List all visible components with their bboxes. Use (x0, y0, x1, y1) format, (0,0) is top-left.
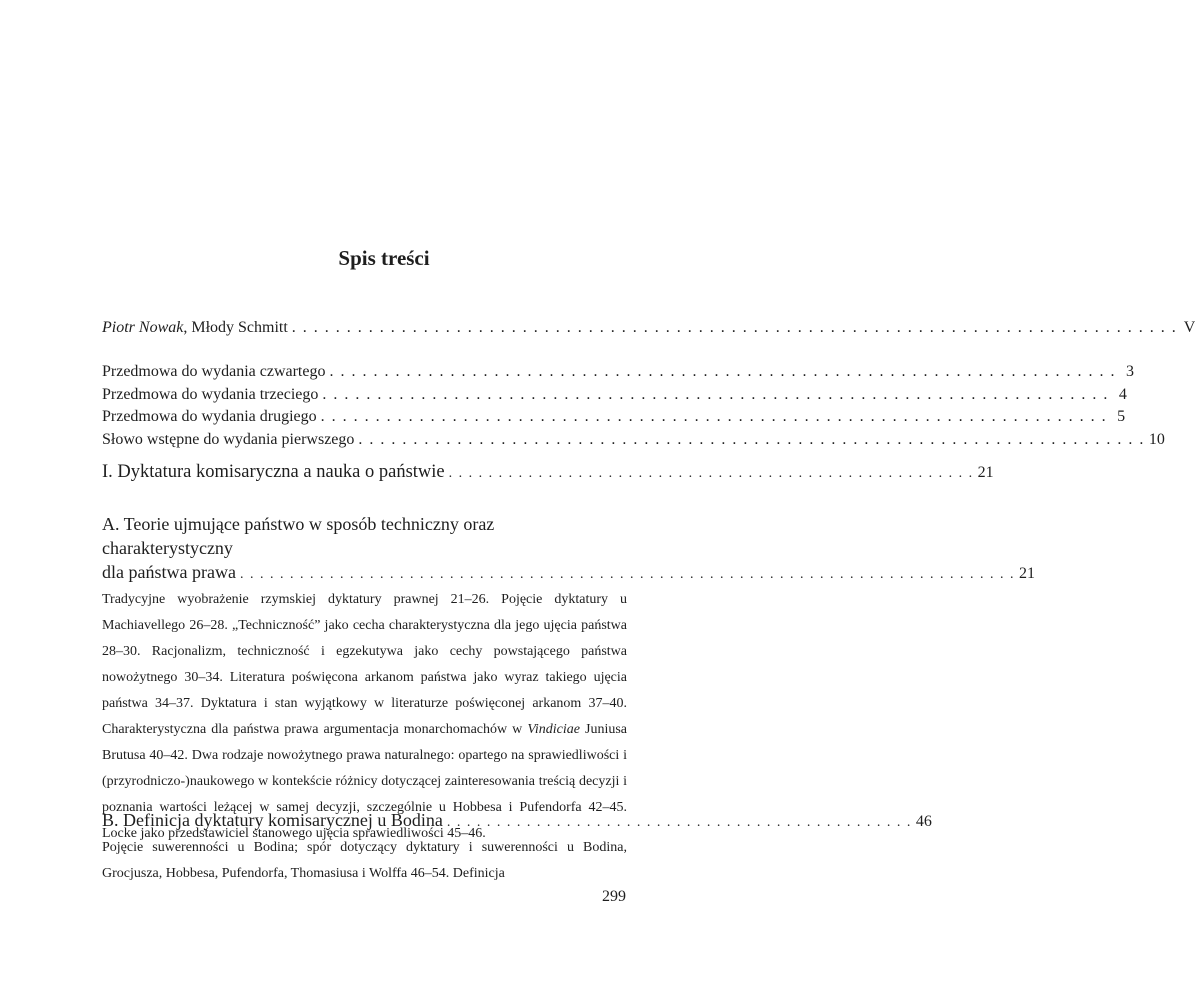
toc-entry-page: 4 (1118, 385, 1127, 403)
toc-entry-page: 3 (1125, 363, 1134, 380)
toc-entry-page: 5 (1117, 408, 1126, 425)
toc-prefaces (102, 362, 1165, 450)
section-description: Pojęcie suwerenności u Bodina; spór dotyczący dyktatury i suwerenności u Bodina, Grocjusza, Hobbesa, Pufendorfa, Thomasiusa i Wolffa 46–54. Definicja (102, 840, 627, 881)
leader-dots: . . . . . . . . . . . . . . . . . . . . . . . . . . . . . . . . . . . . . . . . . . . . . . . . . . . . . . . . . . . . . . . . . . . . . . . . . . . . . . . . . (291, 319, 1178, 336)
toc-chapter (102, 460, 994, 486)
leader-dots: . . . . . . . . . . . . . . . . . . . . . . . . . . . . . . . . . . . . . . . . . . . . . . . (446, 815, 912, 830)
toc-entry-page: 21 (1018, 565, 1035, 582)
toc-entry-label: Przedmowa do wydania drugiego (102, 408, 317, 425)
toc-entry-page: V (1183, 319, 1195, 336)
toc-entry-page: 10 (1148, 430, 1165, 448)
toc-entry (102, 430, 1165, 450)
toc-entry-label: dla państwa prawa (102, 562, 236, 582)
toc-entry-label: Przedmowa do wydania czwartego (102, 363, 326, 380)
leader-dots: . . . . . . . . . . . . . . . . . . . . . . . . . . . . . . . . . . . . . . . . . . . . . . . . . . . . . . . . . . . . . . . . . . . . . . . . (320, 408, 1108, 425)
toc-entry-label: Słowo wstępne do wydania pierwszego (102, 430, 355, 448)
toc-entry-page: 46 (915, 813, 932, 830)
toc-entry (102, 808, 932, 835)
toc-section-b (102, 808, 932, 887)
leader-dots: . . . . . . . . . . . . . . . . . . . . . . . . . . . . . . . . . . . . . . . . . . . . . . . . . . . . . . . . . . . . . . . . . . . . . . . . (322, 385, 1109, 403)
page-number: 299 (602, 888, 626, 905)
toc-intro-title: , Młody Schmitt (183, 319, 288, 336)
toc-entry-label: Przedmowa do wydania trzeciego (102, 385, 319, 403)
toc-entry-label (102, 318, 288, 338)
leader-dots: . . . . . . . . . . . . . . . . . . . . . . . . . . . . . . . . . . . . . . . . . . . . . . . . . . . . . . . . . . . . . . . . . . . . . . . . . . . . . . (239, 567, 1015, 582)
toc-section-a (102, 512, 1035, 847)
toc-entry-page: 21 (977, 464, 994, 481)
toc-entry (102, 362, 1134, 382)
desc-italic: Vindiciae (527, 722, 580, 737)
toc-intro (102, 318, 1195, 338)
toc-entry (102, 560, 1035, 587)
leader-dots: . . . . . . . . . . . . . . . . . . . . . . . . . . . . . . . . . . . . . . . . . . . . . . . . . . . . . . . . . . . . . . . . . . . . . . . . (329, 363, 1116, 380)
toc-entry (102, 407, 1126, 427)
toc-author: Piotr Nowak (102, 319, 184, 336)
page-title: Spis treści (338, 246, 430, 270)
toc-entry (102, 385, 1127, 405)
toc-entry-label: I. Dyktatura komisaryczna a nauka o państwie (102, 462, 445, 482)
toc-entry (102, 318, 1195, 338)
desc-text: Tradycyjne wyobrażenie rzymskiej dyktatury prawnej 21–26. Pojęcie dyktatury u Machiavellego 26–28. „Techniczność” jako cecha charakterystyczna dla jego ujęcia państwa 28–30. Racjonalizm, techniczność i egzekutywa jako cechy powstającego państwa nowożytnego 30–34. Literatura poświęcona arkanom państwa jako wyraz takiego ujęcia państwa 34–37. Dyktatura i stan wyjątkowy w literaturze poświęconej arkanom 37–40. Charakterystyczna dla państwa prawa argumentacja monarchomachów w (102, 592, 627, 737)
desc-text: Juniusa Brutusa 40–42. Dwa rodzaje nowożytnego prawa naturalnego: opartego na sprawiedliwości i (przyrodniczo-)naukowego w kontekście różnicy dotyczącej zainteresowania treścią decyzji i poznania wartości leżącej w samej decyzji, szczególnie u Hobbesa i Pufendorfa 42–45. Locke jako przedstawiciel stanowego ujęcia sprawiedliwości 45–46. (102, 722, 627, 841)
toc-entry (102, 460, 994, 486)
leader-dots: . . . . . . . . . . . . . . . . . . . . . . . . . . . . . . . . . . . . . . . . . . . . . . . . . . . . . . . . . . . . . . . . . . . . . . . . (358, 430, 1145, 448)
section-heading: A. Teorie ujmujące państwo w sposób techniczny oraz charakterystyczny (102, 514, 495, 558)
toc-entry-label: B. Definicja dyktatury komisarycznej u Bodina (102, 810, 443, 830)
leader-dots: . . . . . . . . . . . . . . . . . . . . . . . . . . . . . . . . . . . . . . . . . . . . . . . . . . . . . (448, 466, 974, 481)
